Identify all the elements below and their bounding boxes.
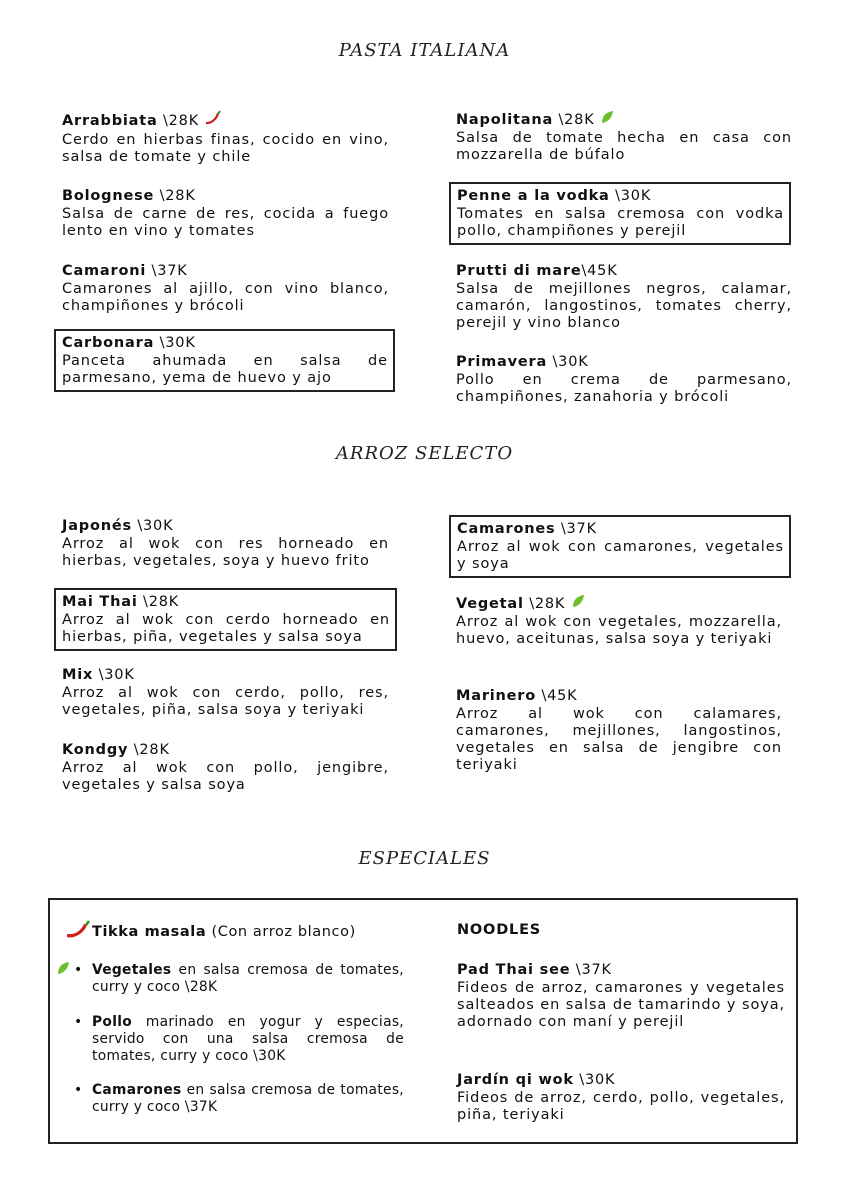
item-price: \45K	[581, 263, 618, 279]
menu-item-primavera	[456, 352, 792, 406]
item-price: \28K	[159, 188, 196, 204]
item-price: \30K	[137, 518, 174, 534]
item-name: Carbonara	[62, 335, 155, 351]
option-description: en salsa cremosa de tomates, curry y coco \28K	[92, 962, 404, 995]
bullet-dot: •	[74, 962, 83, 978]
menu-item-jardin-qi-wok	[457, 1070, 785, 1124]
item-name: Napolitana	[456, 112, 554, 128]
item-price: \28K	[133, 742, 170, 758]
menu-item-mix	[62, 665, 389, 719]
item-name: Pad Thai see	[457, 962, 571, 978]
item-description: Fideos de arroz, camarones y vegetales salteados en salsa de tamarindo y soya, adornado con maní y perejil	[457, 980, 785, 1030]
item-name: Jardín qi wok	[457, 1072, 574, 1088]
item-price: \28K	[143, 594, 180, 610]
section-title-especiales: ESPECIALES	[358, 848, 491, 869]
item-name: Prutti di mare	[456, 263, 582, 279]
item-price: \30K	[552, 354, 589, 370]
item-price: \30K	[615, 188, 652, 204]
item-description: Arroz al wok con pollo, jengibre, vegetales y salsa soya	[62, 760, 389, 793]
item-price: \28K	[529, 596, 566, 612]
bullet-dot: •	[74, 1082, 83, 1098]
menu-item-mai-thai	[54, 588, 397, 651]
item-price: \37K	[560, 521, 597, 537]
item-price: \37K	[575, 962, 612, 978]
item-description: Salsa de carne de res, cocida a fuego lento en vino y tomates	[62, 206, 389, 239]
menu-item-prutti-di-mare	[456, 261, 792, 332]
menu-item-bolognese	[62, 186, 389, 240]
tikka-option-pollo	[74, 1014, 404, 1065]
menu-item-carbonara	[54, 329, 395, 392]
tikka-option-vegetales	[74, 962, 404, 996]
leaf-icon	[571, 594, 585, 614]
item-name: Penne a la vodka	[457, 188, 610, 204]
option-description: marinado en yogur y especias, servido con una salsa cremosa de tomates, curry y coco \30K	[92, 1014, 404, 1064]
option-name: Vegetales	[92, 962, 172, 978]
menu-item-arrabbiata	[62, 110, 389, 166]
item-name: Vegetal	[456, 596, 524, 612]
menu-item-napolitana	[456, 110, 792, 164]
item-name: Bolognese	[62, 188, 155, 204]
leaf-icon	[600, 110, 614, 130]
specials-box	[48, 898, 798, 1144]
item-name: Marinero	[456, 688, 537, 704]
bullet-dot: •	[74, 1014, 83, 1030]
tikka-masala-title	[66, 920, 356, 944]
menu-item-marinero	[456, 686, 782, 774]
menu-item-vegetal	[456, 594, 782, 648]
item-name: Camaroni	[62, 263, 147, 279]
item-description: Salsa de mejillones negros, calamar, camarón, langostinos, tomates cherry, perejil y vino blanco	[456, 281, 792, 331]
item-description: Tomates en salsa cremosa con vodka pollo, champiñones y perejil	[457, 206, 784, 239]
item-description: Cerdo en hierbas finas, cocido en vino, salsa de tomate y chile	[62, 132, 389, 165]
item-price: \30K	[579, 1072, 616, 1088]
item-description: Arroz al wok con vegetales, mozzarella, huevo, aceitunas, salsa soya y teriyaki	[456, 614, 782, 647]
noodles-heading: NOODLES	[457, 922, 542, 938]
item-description: Fideos de arroz, cerdo, pollo, vegetales, piña, teriyaki	[457, 1090, 785, 1123]
tikka-masala-note: (Con arroz blanco)	[211, 924, 356, 940]
item-name: Arrabbiata	[62, 113, 158, 129]
item-price: \30K	[98, 667, 135, 683]
item-price: \28K	[162, 113, 200, 129]
item-price: \30K	[159, 335, 196, 351]
menu-item-penne-a-la-vodka	[449, 182, 791, 245]
item-description: Arroz al wok con cerdo, pollo, res, vegetales, piña, salsa soya y teriyaki	[62, 685, 389, 718]
item-description: Arroz al wok con calamares, camarones, mejillones, langostinos, vegetales en salsa de jengibre con teriyaki	[456, 706, 782, 773]
menu-item-japones	[62, 516, 389, 570]
item-description: Panceta ahumada en salsa de parmesano, yema de huevo y ajo	[62, 353, 388, 386]
menu-item-pad-thai-see	[457, 960, 785, 1031]
item-name: Kondgy	[62, 742, 129, 758]
item-name: Camarones	[457, 521, 556, 537]
item-name: Mai Thai	[62, 594, 138, 610]
item-name: Primavera	[456, 354, 548, 370]
section-title-pasta: PASTA ITALIANA	[338, 40, 511, 61]
chili-pepper-icon	[204, 110, 222, 132]
item-price: \45K	[541, 688, 578, 704]
menu-item-kondgy	[62, 740, 389, 794]
tikka-masala-name: Tikka masala	[92, 924, 207, 940]
item-name: Mix	[62, 667, 94, 683]
item-description: Arroz al wok con res horneado en hierbas, vegetales, soya y huevo frito	[62, 536, 389, 569]
leaf-icon	[56, 960, 70, 979]
chili-pepper-icon	[66, 920, 92, 944]
item-price: \28K	[558, 112, 595, 128]
item-description: Camarones al ajillo, con vino blanco, champiñones y brócoli	[62, 281, 389, 314]
item-price: \37K	[151, 263, 188, 279]
item-description: Pollo en crema de parmesano, champiñones, zanahoria y brócoli	[456, 372, 792, 405]
section-title-arroz: ARROZ SELECTO	[335, 443, 514, 464]
option-description: en salsa cremosa de tomates, curry y coco \37K	[92, 1082, 404, 1115]
item-description: Arroz al wok con cerdo horneado en hierbas, piña, vegetales y salsa soya	[62, 612, 390, 645]
option-name: Camarones	[92, 1082, 182, 1098]
option-name: Pollo	[92, 1014, 133, 1030]
tikka-option-camarones	[74, 1082, 404, 1116]
menu-item-camaroni	[62, 261, 389, 315]
item-description: Arroz al wok con camarones, vegetales y soya	[457, 539, 784, 572]
item-name: Japonés	[62, 518, 132, 534]
item-description: Salsa de tomate hecha en casa con mozzarella de búfalo	[456, 130, 792, 163]
menu-item-camarones	[449, 515, 791, 578]
